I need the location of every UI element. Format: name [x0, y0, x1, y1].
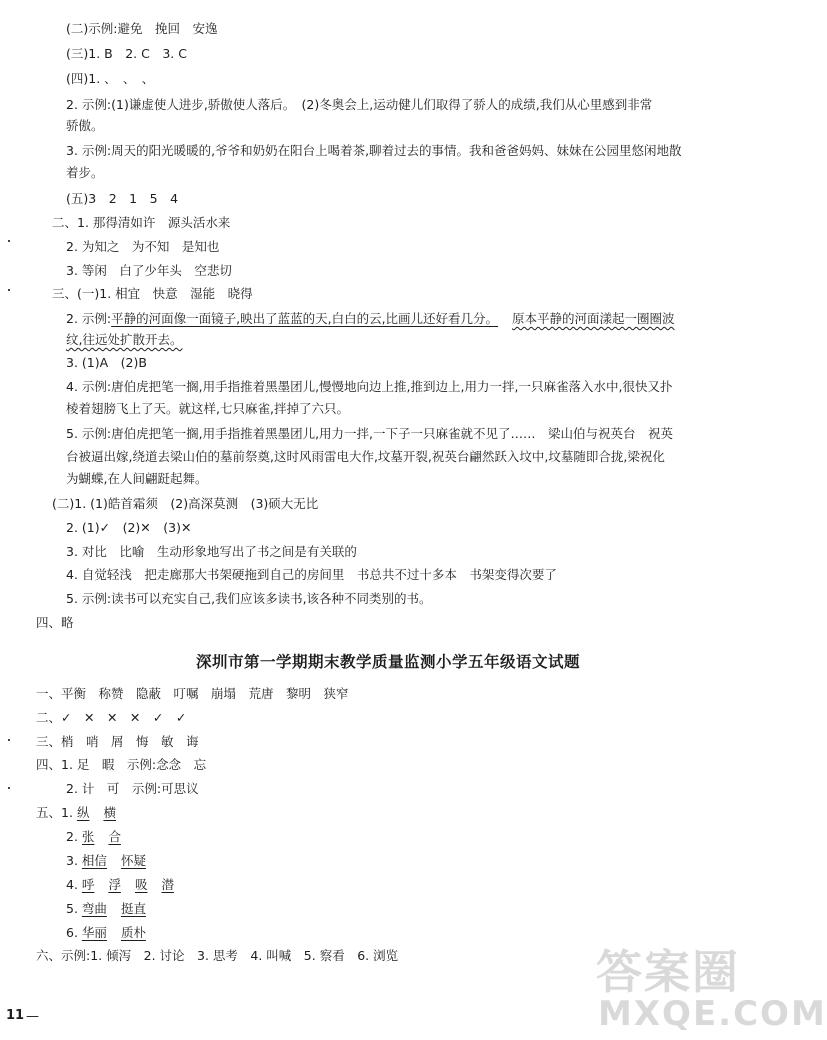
answer-line: 二、✓ ✕ ✕ ✕ ✓ ✓	[36, 710, 187, 725]
answer-line: 4. 示例:唐伯虎把笔一搁,用手指推着黑墨团儿,慢慢地向边上推,推到边上,用力一拌,一只麻雀落入水中,很快又扑	[66, 379, 673, 394]
item-number: 3.	[66, 853, 78, 868]
answer-line: 4. 自觉轻浅 把走廊那大书架硬拖到自己的房间里 书总共不过十多本 书架变得次要了	[66, 567, 557, 582]
answer-line: 二、1. 那得清如许 源头活水来	[52, 215, 231, 230]
answer-line: 四、1. 足 暇 示例:念念 忘	[36, 757, 207, 772]
answer-line: 3. 等闲 白了少年头 空悲切	[66, 263, 232, 278]
answer-line	[66, 852, 786, 870]
wavy-underlined-answer: 原本平静的河面漾起一圈圈波	[512, 311, 675, 326]
answer-line: 为蝴蝶,在人间翩跹起舞。	[66, 471, 208, 486]
underlined-word: 相信	[81, 853, 107, 868]
margin-mark	[8, 289, 10, 291]
margin-mark	[8, 787, 10, 789]
answer-line: (四)1. 、 、 、	[66, 71, 155, 86]
answer-line-underlined	[66, 331, 786, 349]
answer-line: 骄傲。	[66, 118, 104, 133]
underlined-word: 弯曲	[81, 901, 107, 916]
answer-line: 5. 示例:唐伯虎把笔一搁,用手指推着黑墨团儿,用力一拌,一下子一只麻雀就不见了…… 梁山伯与祝英台 祝英	[66, 426, 674, 441]
answer-line: 2. 计 可 示例:可思议	[66, 781, 199, 796]
answer-label: 五、	[36, 805, 62, 820]
answer-line: 2. 为知之 为不知 是知也	[66, 239, 220, 254]
margin-mark	[8, 739, 10, 741]
answer-line	[36, 804, 756, 822]
answer-line: 3. (1)A (2)B	[66, 355, 147, 370]
answer-line: 六、示例:1. 倾泻 2. 讨论 3. 思考 4. 叫喊 5. 察看 6. 浏览	[36, 948, 399, 963]
answer-line	[66, 828, 786, 846]
underlined-word: 质朴	[120, 925, 146, 940]
underlined-word: 纵	[76, 805, 90, 820]
straight-underlined-answer: 平静的河面像一面镜子,映出了蓝蓝的天,白白的云,比画儿还好看几分。	[111, 311, 499, 326]
wavy-underlined-answer: 纹,往远处扩散开去。	[66, 332, 183, 347]
answer-line: 一、平衡 称赞 隐蔽 叮嘱 崩塌 荒唐 黎明 狭窄	[36, 686, 349, 701]
answer-line: 着步。	[66, 165, 104, 180]
watermark-text: 答案圈	[596, 945, 740, 999]
underlined-word: 怀疑	[120, 853, 146, 868]
underlined-word: 华丽	[81, 925, 107, 940]
answer-prefix: 2. 示例:	[66, 311, 112, 326]
answer-line: 5. 示例:读书可以充实自己,我们应该多读书,该各种不同类别的书。	[66, 591, 432, 606]
answer-line: 3. 对比 比喻 生动形象地写出了书之间是有关联的	[66, 544, 357, 559]
answer-line-underlined	[66, 310, 786, 328]
answer-line: (三)1. B 2. C 3. C	[66, 46, 187, 61]
answer-line: 2. 示例:(1)谦虚使人进步,骄傲使人落后。 (2)冬奥会上,运动健儿们取得了骄人的成绩,我们从心里感到非常	[66, 97, 653, 112]
section-title: 深圳市第一学期期末教学质量监测小学五年级语文试题	[195, 653, 580, 671]
underlined-word: 潜	[161, 877, 174, 892]
answer-line: 四、略	[36, 615, 74, 630]
answer-line: 3. 示例:周天的阳光暖暖的,爷爷和奶奶在阳台上喝着茶,聊着过去的事情。我和爸爸妈妈、妹妹在公园里悠闲地散	[66, 143, 682, 158]
answer-line: (二)示例:避免 挽回 安逸	[66, 21, 218, 36]
answer-line: 台被逼出嫁,绕道去梁山伯的墓前祭奠,这时风雨雷电大作,坟墓开裂,祝英台翩然跃入坟中,坟墓随即合拢,梁祝化	[66, 449, 665, 464]
page-number: 11	[6, 1008, 25, 1023]
page-number-dash: —	[26, 1009, 39, 1024]
answer-line: 三、(一)1. 相宜 快意 湿能 晓得	[52, 286, 253, 301]
underlined-word: 横	[103, 805, 116, 820]
watermark-logo	[596, 936, 827, 1036]
item-number: 5.	[66, 901, 78, 916]
underlined-word: 合	[108, 829, 121, 844]
margin-mark	[8, 240, 10, 242]
underlined-word: 挺直	[120, 901, 146, 916]
item-number: 1.	[61, 805, 73, 820]
answer-line: (二)1. (1)皓首霜须 (2)高深莫测 (3)硕大无比	[52, 496, 319, 511]
answer-line	[66, 876, 786, 894]
item-number: 2.	[66, 829, 78, 844]
item-number: 4.	[66, 877, 78, 892]
watermark-url: MXQE.COM	[598, 994, 827, 1034]
answer-line: (五)3 2 1 5 4	[66, 191, 179, 206]
answer-line	[66, 900, 786, 918]
item-number: 6.	[66, 925, 78, 940]
underlined-word: 呼	[81, 877, 95, 892]
underlined-word: 吸	[134, 877, 148, 892]
answer-line: 三、梢 哨 屑 悔 敏 诲	[36, 734, 199, 749]
answer-line: 2. (1)✓ (2)✕ (3)✕	[66, 520, 192, 535]
underlined-word: 浮	[108, 877, 121, 892]
underlined-word: 张	[81, 829, 95, 844]
answer-line: 棱着翅膀飞上了天。就这样,七只麻雀,拌掉了六只。	[66, 401, 349, 416]
